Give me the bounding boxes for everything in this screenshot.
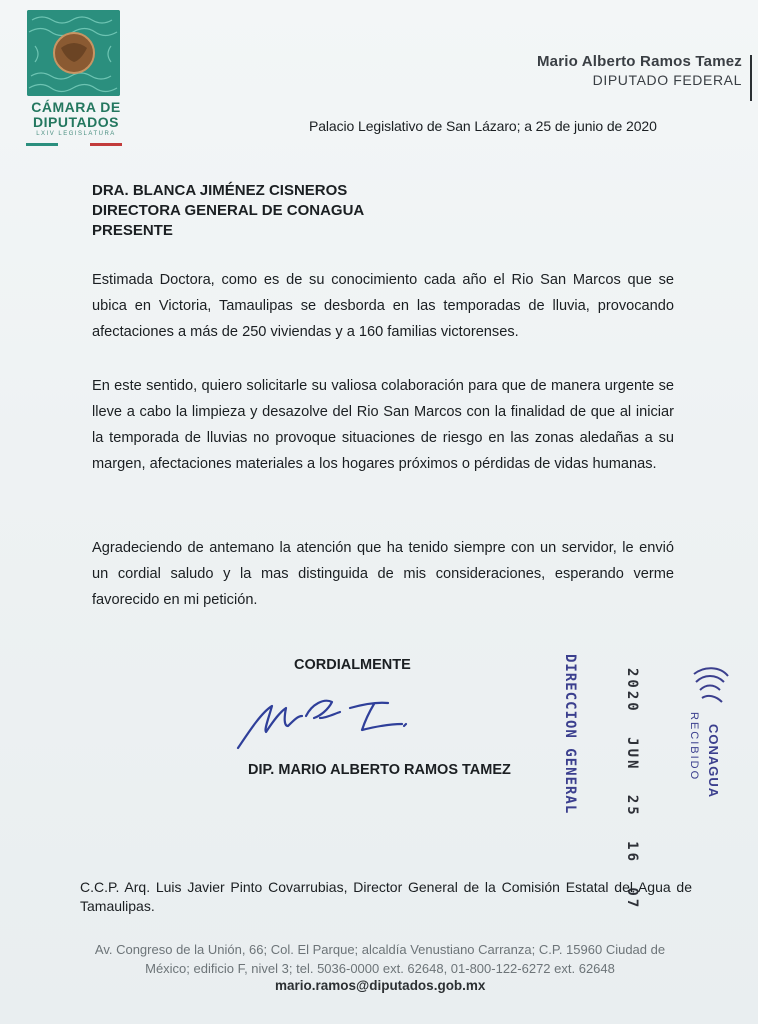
addressee-presente: PRESENTE — [92, 222, 173, 239]
chamber-name — [26, 100, 126, 130]
legislature-label: LXIV LEGISLATURA — [36, 131, 116, 137]
body-paragraph-2: En este sentido, quiero solicitarle su valiosa colaboración para que de manera urgente se lleve a cabo la limpieza y desazolve del Rio San Marcos con la finalidad de que al iniciar la temporada de lluvias no provoque situaciones de riesgo en las zonas aledañas a su margen, afectaciones materiales a los hogares próximos o pérdidas de vidas humanas. — [92, 378, 674, 472]
addressee-name: DRA. BLANCA JIMÉNEZ CISNEROS — [92, 182, 348, 199]
signer-name: DIP. MARIO ALBERTO RAMOS TAMEZ — [248, 762, 511, 778]
sender-name: Mario Alberto Ramos Tamez — [536, 53, 742, 70]
logo-green-bar — [26, 143, 58, 146]
date-line: Palacio Legislativo de San Lázaro; a 25 de junio de 2020 — [309, 118, 657, 134]
ccp-line: C.C.P. Arq. Luis Javier Pinto Covarrubias, Director General de la Comisión Estatal del Agua de Tamaulipas. — [80, 879, 692, 914]
chamber-name-line1: CÁMARA DE — [31, 99, 121, 115]
body-paragraph-1: Estimada Doctora, como es de su conocimiento cada año el Rio San Marcos que se ubica en Victoria, Tamaulipas se desborda en las temporadas de lluvia, provocando afectaciones a más de 250 viviendas y a 160 familias victorenses. — [92, 272, 674, 340]
chamber-name-line2: DIPUTADOS — [33, 114, 119, 130]
header-divider — [750, 55, 752, 101]
logo-red-bar — [90, 143, 122, 146]
addressee-block — [92, 181, 364, 241]
body-paragraph-3: Agradeciendo de antemano la atención que ha tenido siempre con un servidor, le envió un cordial saludo y la mas distinguida de mis consideraciones, esperando verme favorecido en mi petición. — [92, 540, 674, 608]
camara-logo-icon — [27, 10, 120, 96]
footer-address: Av. Congreso de la Unión, 66; Col. El Parque; alcaldía Venustiano Carranza; C.P. 15960 Ciudad de México; edificio F, nivel 3; tel. 5036-0000 ext. 62648, 01-800-122-6272 ext. 62648 — [94, 942, 666, 976]
direccion-general-stamp: DIRECCION GENERAL — [562, 654, 578, 815]
addressee-position: DIRECTORA GENERAL DE CONAGUA — [92, 202, 365, 219]
handwritten-signature — [228, 686, 418, 756]
closing-cordialmente: CORDIALMENTE — [294, 657, 411, 673]
sender-title: DIPUTADO FEDERAL — [592, 72, 742, 88]
received-date-stamp: 2020 JUN 25 16 07 — [624, 668, 640, 911]
conagua-stamp-label: CONAGUA — [706, 724, 721, 799]
recibido-stamp-label: RECIBIDO — [688, 712, 700, 782]
footer-email: mario.ramos@diputados.gob.mx — [275, 978, 486, 993]
